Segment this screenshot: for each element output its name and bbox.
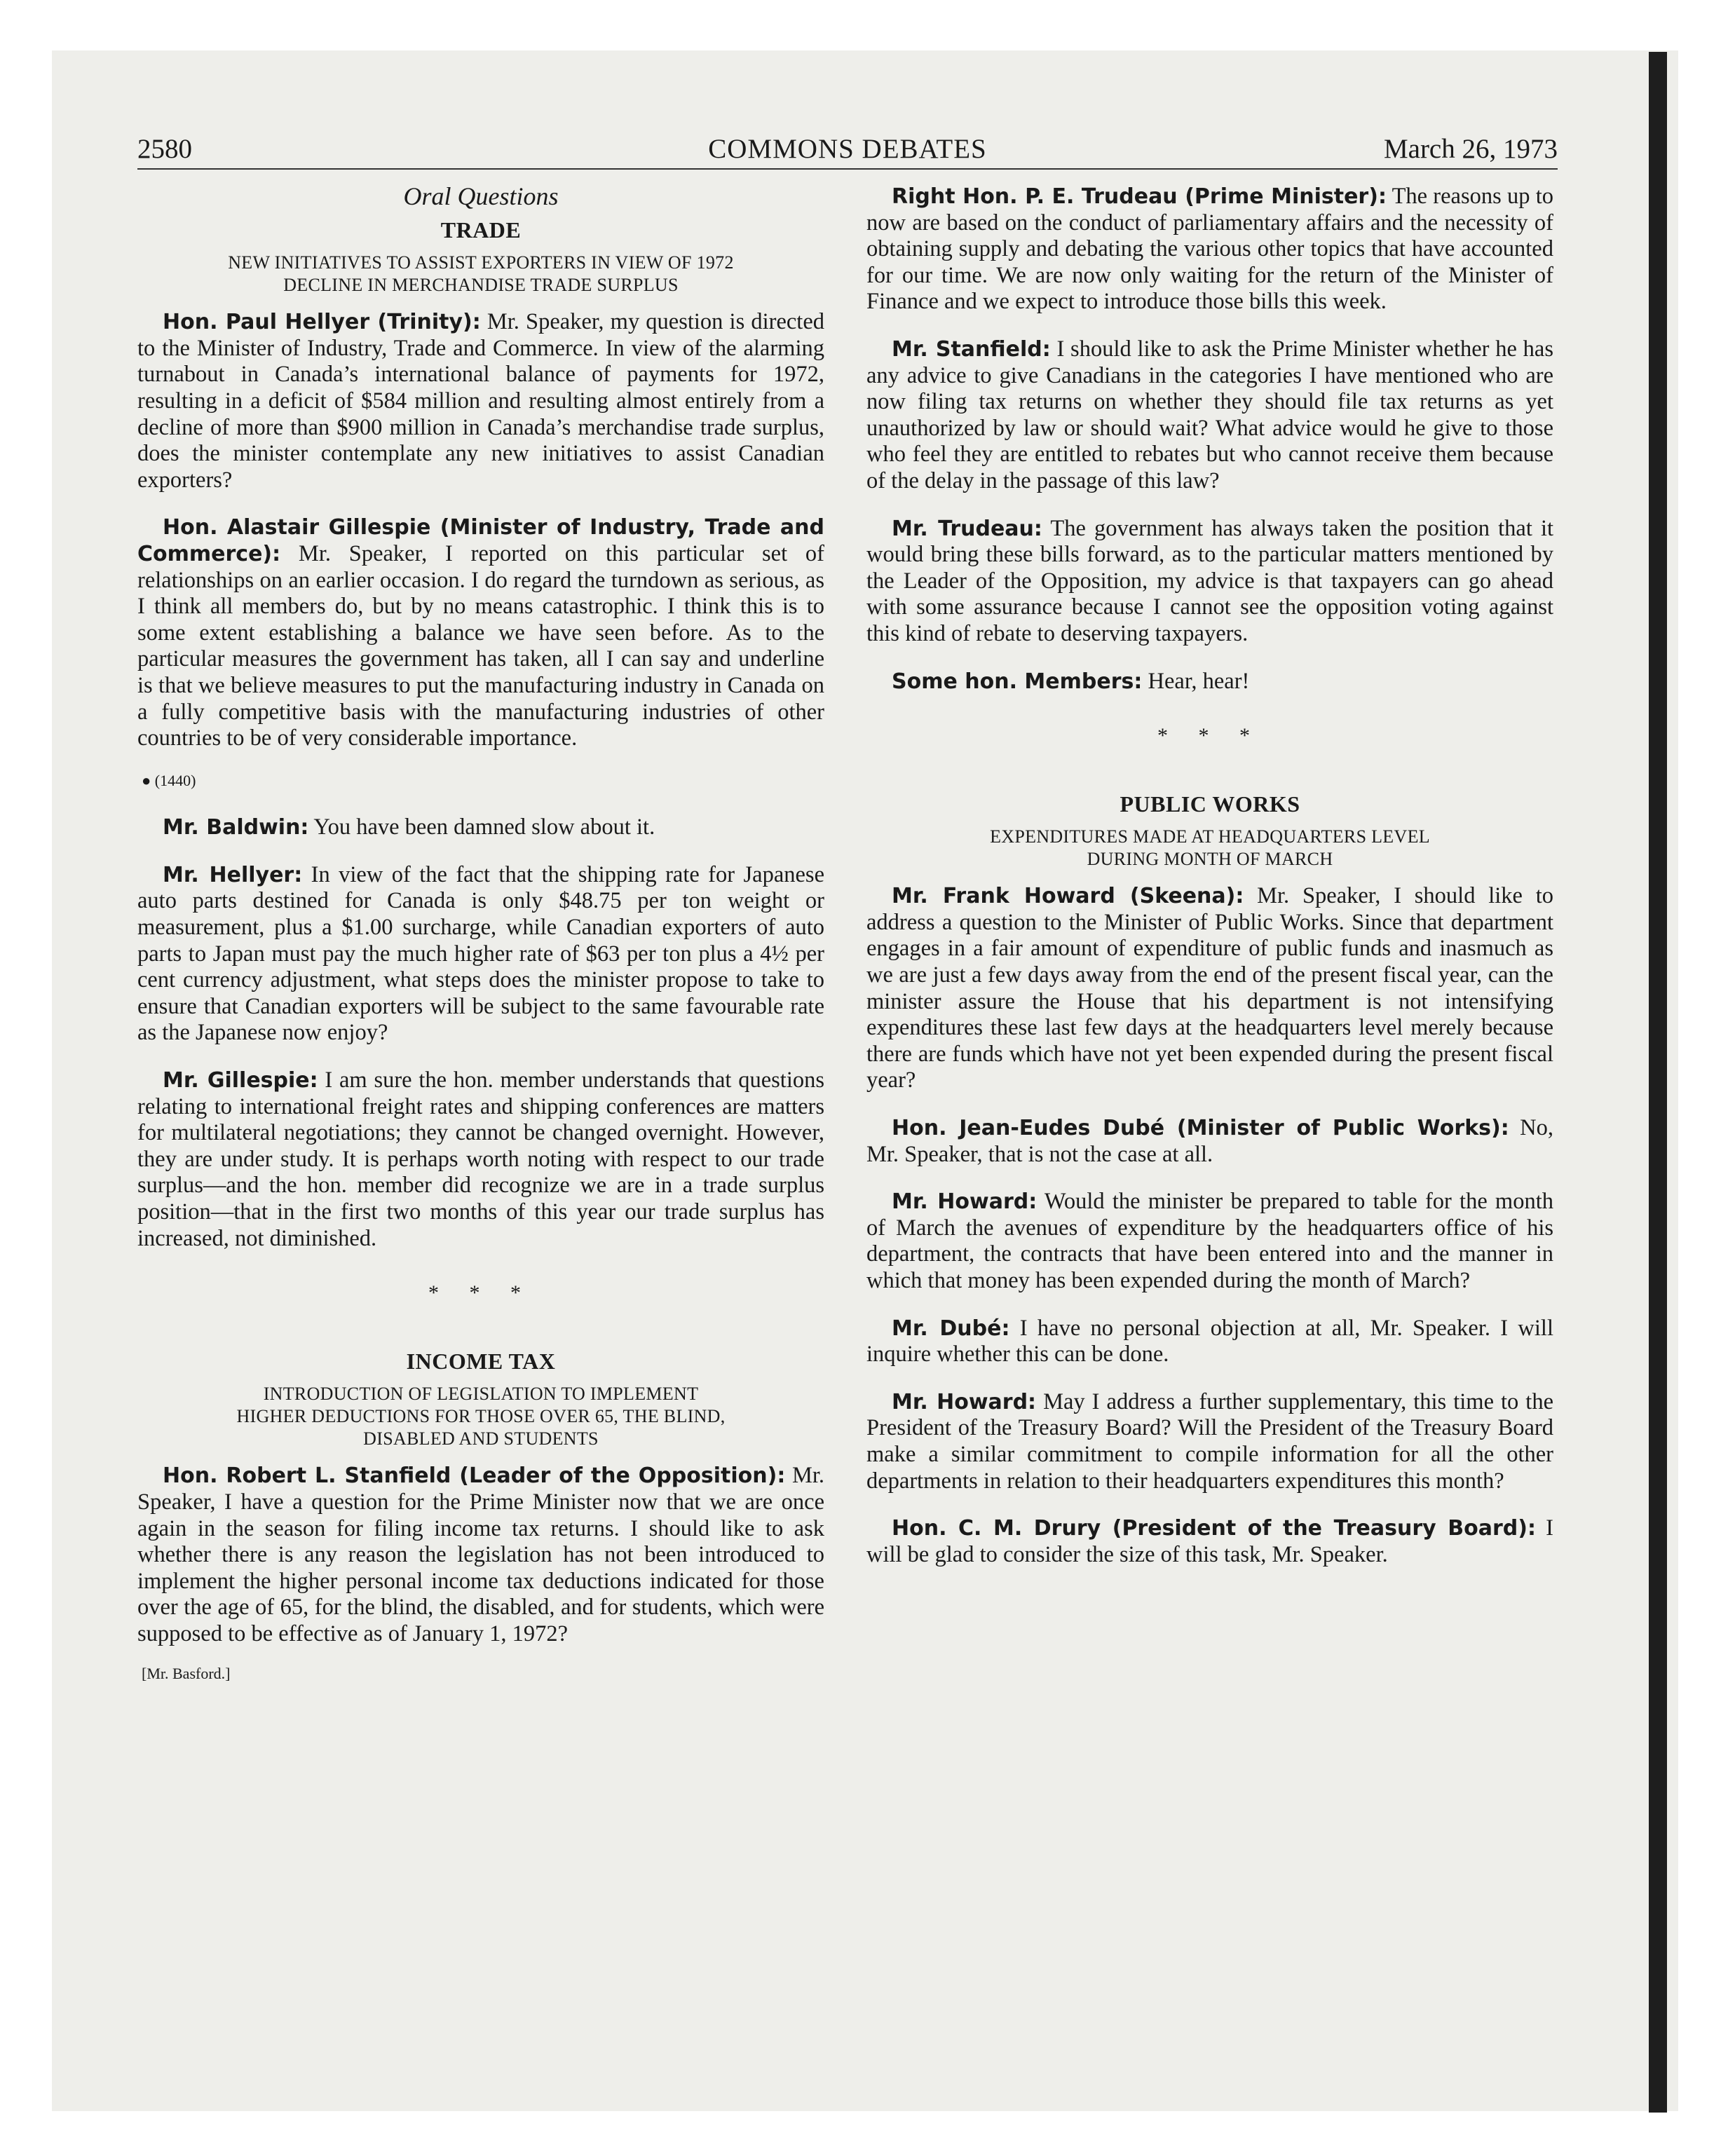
speech-paragraph — [866, 883, 1553, 1094]
section-label: Oral Questions — [403, 182, 559, 210]
section-separator: * * * — [428, 1281, 533, 1305]
subhead-line: EXPENDITURES MADE AT HEADQUARTERS LEVEL — [990, 826, 1430, 847]
subhead-line: NEW INITIATIVES TO ASSIST EXPORTERS IN VIEW OF 1972 — [228, 252, 734, 273]
speech-paragraph — [137, 1067, 824, 1252]
speech-text: Mr. Speaker, I should like to address a question to the Minister of Public Works. Since that department engages in a fair amount of expenditure of public funds and inasmuch as we are just a few days away from the end of the present fiscal year, can the minister assure the House that his department is not intensifying expenditures these last few days at the headquarters level merely because there are funds which have not yet been expended during the present fiscal year? — [866, 883, 1554, 1093]
speech-paragraph — [866, 1189, 1553, 1294]
speaker-name: Mr. Stanfield: — [892, 336, 1051, 362]
speaker-name: Mr. Frank Howard (Skeena): — [892, 884, 1244, 909]
section-separator: * * * — [1157, 724, 1263, 748]
speech-text: You have been damned slow about it. — [308, 814, 655, 840]
speech-paragraph — [137, 1463, 824, 1647]
speaker-name: Mr. Howard: — [892, 1189, 1037, 1215]
speech-text: In view of the fact that the shipping rate for Japanese auto parts destined for Canada is only $48.75 per ton weight or measurement, plus a $1.00 surcharge, while Canadian exporters of auto parts to Japan must pay the much higher rate of $63 per ton plus a 4½ per cent currency adjustment, what steps does the minister propose to take to ensure that Canadian exporters will be subject to the same favourable rate as the Japanese now enjoy? — [137, 861, 824, 1046]
section-title-public-works: PUBLIC WORKS — [1120, 791, 1300, 817]
speaker-name: Right Hon. P. E. Trudeau (Prime Minister): — [892, 184, 1387, 209]
speaker-name: Mr. Howard: — [892, 1389, 1037, 1414]
subhead-public-works — [866, 826, 1553, 871]
speech-paragraph — [137, 814, 824, 841]
speech-text: May I address a further supplementary, this time to the President of the Treasury Board? Will the President of the Treasury Board make a similar commitment to compile information for all the other departments in relation to their headquarters expenditures this month? — [866, 1389, 1554, 1494]
speech-paragraph — [866, 1389, 1553, 1494]
speech-text: Hear, hear! — [1142, 668, 1250, 694]
subhead-line: DISABLED AND STUDENTS — [363, 1428, 599, 1449]
speech-paragraph — [866, 1316, 1553, 1368]
speaker-name: Mr. Trudeau: — [892, 516, 1042, 541]
subhead-line: INTRODUCTION OF LEGISLATION TO IMPLEMENT — [263, 1384, 699, 1405]
footer-note: [Mr. Basford.] — [142, 1664, 231, 1682]
speech-paragraph — [137, 514, 824, 751]
speaker-name: Mr. Baldwin: — [163, 815, 309, 840]
speech-text: Mr. Speaker, I have a question for the Prime Minister now that we are once again in the season for filing income tax returns. I should like to ask whether there is any reason the legislation has not been introduced to implement the higher personal income tax deductions indicated for those over the age of 65, for the blind, the disabled, and for students, which were supposed to be effective as of January 1, 1972? — [137, 1463, 824, 1646]
speech-text: No, Mr. Speaker, that is not the case at all. — [866, 1115, 1553, 1167]
right-column — [866, 184, 1553, 1589]
speaker-name: Mr. Dubé: — [892, 1316, 1010, 1341]
speech-text: I have no personal objection at all, Mr. Speaker. I will inquire whether this can be done. — [866, 1315, 1553, 1367]
speech-paragraph — [866, 336, 1553, 495]
speech-paragraph — [866, 1115, 1553, 1168]
speech-text: Mr. Speaker, my question is directed to the Minister of Industry, Trade and Commerce. In view of the alarming turnabout in Canada’s international balance of payments for 1972, resulting in a deficit of $584 million and resulting almost entirely from a decline of more than $900 million in Canada’s merchandise trade surplus, does the minister contemplate any new initiatives to assist Canadian exporters? — [137, 309, 824, 493]
subhead-line: DURING MONTH OF MARCH — [1087, 849, 1333, 870]
speech-paragraph — [866, 516, 1553, 648]
speaker-name: Hon. Jean-Eudes Dubé (Minister of Public Works): — [892, 1116, 1509, 1141]
speaker-name: Hon. Robert L. Stanfield (Leader of the Opposition): — [163, 1464, 786, 1489]
header-rule — [137, 168, 1558, 170]
speaker-name: Hon. C. M. Drury (President of the Treasury Board): — [892, 1516, 1536, 1541]
issue-date: March 26, 1973 — [1383, 134, 1558, 164]
speech-paragraph — [866, 184, 1553, 315]
section-title-income-tax: INCOME TAX — [406, 1348, 556, 1374]
speech-paragraph — [137, 309, 824, 493]
speaker-name: Hon. Paul Hellyer (Trinity): — [163, 310, 481, 335]
speech-text: I am sure the hon. member understands that questions relating to international freight rates and shipping conferences are matters for multilateral negotiations; they cannot be changed overnight. However, they are under study. It is perhaps worth noting with respect to our trade surplus—and the hon. member did recognize we are in a trade surplus position—that in the first two months of this year our trade surplus has increased, not diminished. — [137, 1067, 824, 1251]
publication-title: COMMONS DEBATES — [708, 134, 987, 164]
speech-paragraph — [866, 1515, 1553, 1568]
subhead-line: DECLINE IN MERCHANDISE TRADE SURPLUS — [283, 275, 679, 296]
speech-text: The reasons up to now are based on the conduct of parliamentary affairs and the necessity of obtaining supply and debating the various other topics that have accounted for our time. We are now only waiting for the return of the Minister of Finance and we expect to introduce those bills this week. — [866, 184, 1553, 315]
speech-text: Would the minister be prepared to table for the month of March the avenues of expenditure by the headquarters office of his department, the contracts that have been entered into and the manner in which that money has been expended during the month of March? — [866, 1189, 1553, 1293]
speaker-name: Mr. Hellyer: — [163, 862, 303, 887]
subhead-line: HIGHER DEDUCTIONS FOR THOSE OVER 65, THE BLIND, — [236, 1406, 726, 1427]
speaker-name: Mr. Gillespie: — [163, 1068, 318, 1093]
left-column — [137, 184, 824, 1686]
subhead-trade — [137, 252, 824, 296]
speech-paragraph — [866, 669, 1553, 695]
page-number: 2580 — [137, 134, 192, 164]
section-title-trade: TRADE — [440, 217, 522, 243]
speech-text: I should like to ask the Prime Minister whether he has any advice to give Canadians in the categories I have mentioned who are now filing tax returns on whether they should file tax returns as yet unauthorized by law or should wait? What advice would he give to those who feel they are entitled to rebates but who cannot receive them because of the delay in the passage of this law? — [866, 336, 1553, 493]
page-edge-shadow — [1649, 52, 1667, 2113]
speech-paragraph — [137, 862, 824, 1046]
speaker-name: Some hon. Members: — [892, 669, 1143, 694]
time-marker: ● (1440) — [142, 771, 196, 789]
speech-text: The government has always taken the position that it would bring these bills forward, as to the particular matters mentioned by the Leader of the Opposition, my advice is that taxpayers can go ahead with some assurance because I cannot see the opposition voting against this kind of rebate to deserving taxpayers. — [866, 515, 1554, 646]
speech-text: I will be glad to consider the size of this task, Mr. Speaker. — [866, 1515, 1553, 1567]
speaker-name: Hon. Alastair Gillespie (Minister of Industry, Trade and Commerce): — [137, 515, 824, 566]
speech-text: Mr. Speaker, I reported on this particular set of relationships on an earlier occasion. I do regard the turndown as serious, as I think all members do, but by no means catastrophic. I think this is to some extent establishing a balance we have seen before. As to the particular measures the government has taken, all I can say and underline is that we believe measures to put the manufacturing industry in Canada on a fully competitive basis with the manufacturing industries of other countries to be of very considerable importance. — [137, 540, 824, 751]
subhead-income-tax — [137, 1383, 824, 1450]
